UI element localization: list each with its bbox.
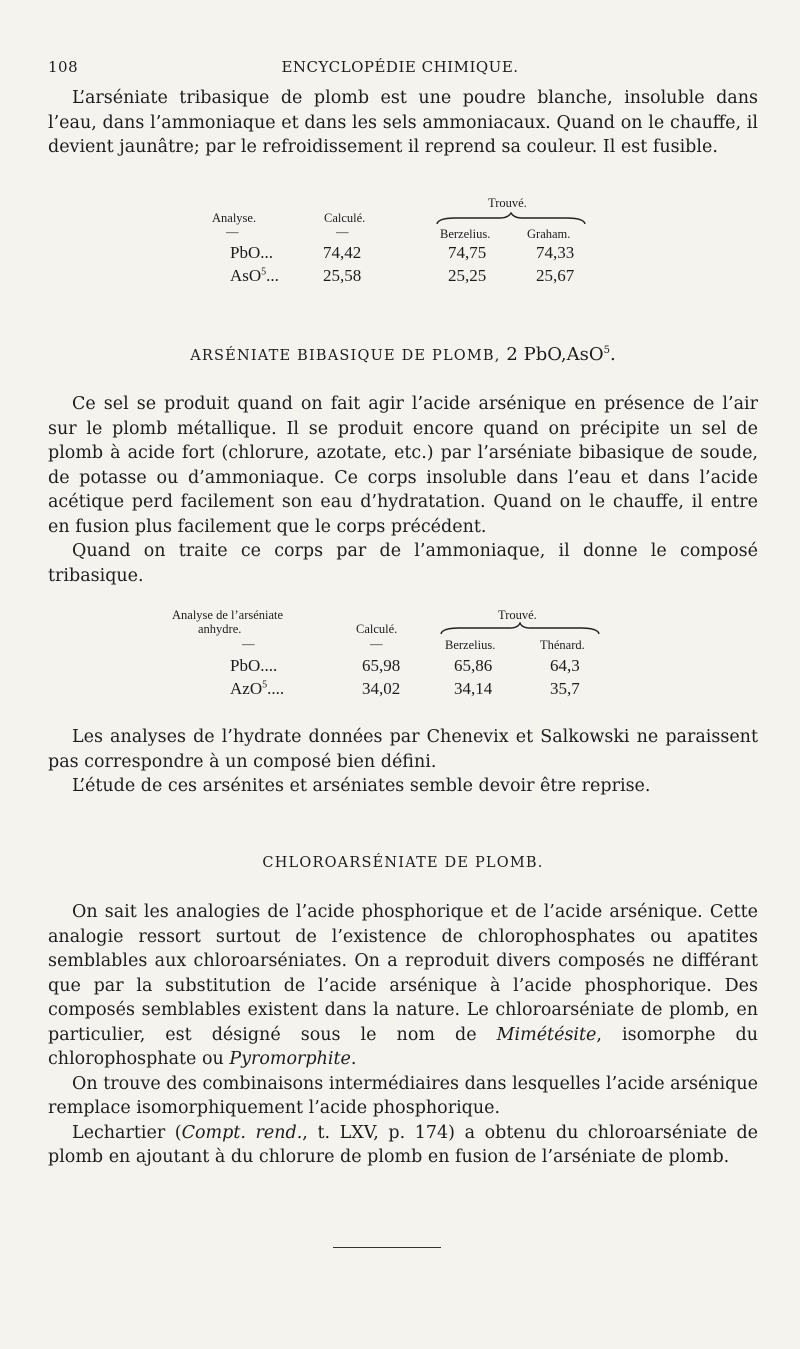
table2-header-analyse-line2: anhydre. — [198, 622, 242, 636]
paragraph-further-study: L’étude de ces arsénites et arséniates semble devoir être reprise. — [72, 776, 651, 796]
paragraph-tribasic-properties: L’arséniate tribasique de plomb est une poudre blanche, insoluble dans l’eau, dans l’ammoniaque et dans les sels ammoniacaux. Quand on le chauffe, il devient jaunâtre; par le refroidissement il reprend sa couleur. Il est fusible. — [48, 88, 758, 157]
table1-header-analyse: Analyse. — [212, 211, 257, 225]
table2-dash-calcule: — — [370, 637, 383, 651]
section-title-arseniate-bibasique: ARSÉNIATE BIBASIQUE DE PLOMB, 2 PbO,AsO$^5$. — [190, 344, 616, 365]
paragraph-lechartier: Lechartier (Compt. rend., t. LXV, p. 174) a obtenu du chloroarséniate de plomb en ajoutant à du chlorure de plomb en fusion de l’arséniate de plomb. — [48, 1122, 759, 1167]
table2-trouve-brace — [440, 622, 600, 636]
table2-cell-thenard: 64,3 — [550, 656, 580, 675]
paragraph-analogies: On sait les analogies de l’acide phosphorique et de l’acide arsénique. Cette analogie ressort surtout de l’existence de chlorophosphates ou apatites semblables aux chloroarséniates. On a reproduit divers composés ne différant que par la substitution de l’acide arsénique à l’acide phosphorique. Des composés semblables existent dans la nature. Le chloroarséniate de plomb, en particulier, est désigné sous le nom de Mimétésite, isomorphe du chlorophosphate ou Pyromorphite. — [48, 902, 758, 1069]
section2-body — [48, 900, 758, 1170]
section1-body — [48, 392, 758, 588]
paragraph-intermediate-combinations: On trouve des combinaisons intermédiaires dans lesquelles l’acide arsénique remplace isomorphiquement l’acide phosphorique. — [48, 1073, 758, 1118]
table2-row-label: PbO.... — [230, 656, 278, 675]
term-mimetesite: Mimétésite — [496, 1024, 597, 1045]
table1-row-label: AsO$^5$... — [230, 266, 279, 285]
table2-cell-calc: 34,02 — [362, 679, 401, 698]
table1-cell-calc: 74,42 — [323, 243, 362, 262]
section-title-chloroarseniate: CHLOROARSÉNIATE DE PLOMB. — [262, 855, 544, 871]
table2-header-calcule: Calculé. — [356, 622, 398, 636]
running-title: ENCYCLOPÉDIE CHIMIQUE. — [281, 58, 519, 76]
end-rule — [333, 1247, 441, 1248]
paragraph-bibasic-production: Ce sel se produit quand on fait agir l’acide arsénique en présence de l’air sur le plomb métallique. Il se produit encore quand on précipite un sel de plomb à acide fort (chlorure, azotate, etc.) par l’arséniate bibasique de soude, de potasse ou d’ammoniaque. Ce corps insoluble dans l’eau et dans l’acide acétique perd facilement son eau d’hydratation. Quand on le chauffe, il entre en fusion plus facilement que le corps précédent. — [48, 394, 758, 537]
page-header — [48, 58, 752, 82]
table2-cell-calc: 65,98 — [362, 656, 401, 675]
table2-cell-berzelius: 65,86 — [454, 656, 493, 675]
page-number: 108 — [48, 58, 79, 76]
table2-header-trouve: Trouvé. — [498, 608, 537, 622]
table1-row-label: PbO... — [230, 243, 273, 262]
table2-dash-analyse: — — [242, 637, 255, 651]
section1-closing — [48, 725, 758, 799]
table2-subheader-berzelius: Berzelius. — [445, 638, 496, 652]
table1-dash-calcule: — — [336, 225, 349, 239]
table1-header-trouve: Trouvé. — [488, 196, 527, 210]
table1-header-calcule: Calculé. — [324, 211, 366, 225]
table1-cell-berzelius: 25,25 — [448, 266, 487, 285]
table1-cell-calc: 25,58 — [323, 266, 362, 285]
term-pyromorphite: Pyromorphite — [229, 1049, 351, 1069]
citation-compt-rend: Compt. rend. — [181, 1122, 303, 1143]
paragraph-hydrate-analyses: Les analyses de l’hydrate données par Chenevix et Salkowski ne paraissent pas correspondre à un composé bien défini. — [48, 727, 758, 772]
table1-cell-graham: 74,33 — [536, 243, 575, 262]
table2-header-analyse-line1: Analyse de l’arséniate — [172, 608, 284, 622]
table1-subheader-graham: Graham. — [527, 227, 571, 241]
table2-row-label: AzO$^5$.... — [230, 679, 285, 698]
table1-cell-berzelius: 74,75 — [448, 243, 487, 262]
table2-cell-thenard: 35,7 — [550, 679, 580, 698]
table1-trouve-brace — [436, 212, 586, 226]
table1-cell-graham: 25,67 — [536, 266, 575, 285]
table1-subheader-berzelius: Berzelius. — [440, 227, 491, 241]
table2-cell-berzelius: 34,14 — [454, 679, 493, 698]
paragraph-ammonia-treatment: Quand on traite ce corps par de l’ammoniaque, il donne le composé tribasique. — [48, 541, 758, 586]
table1-dash-analyse: — — [226, 225, 239, 239]
table2-subheader-thenard: Thénard. — [540, 638, 585, 652]
